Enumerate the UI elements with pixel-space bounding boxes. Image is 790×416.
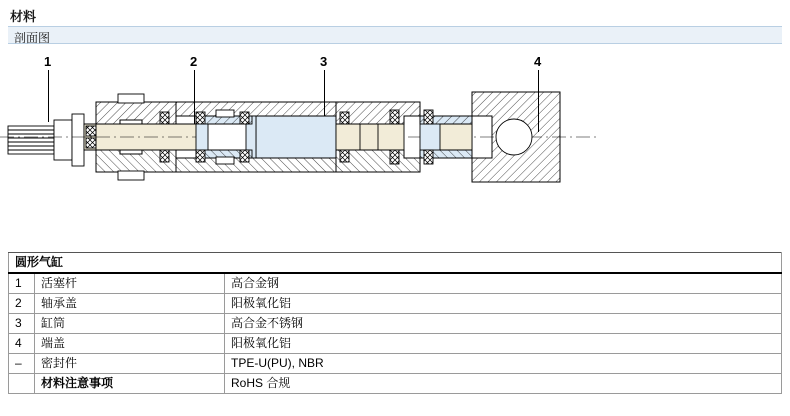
cylinder-cross-section-drawing bbox=[0, 50, 790, 245]
row-part: 活塞杆 bbox=[35, 273, 225, 294]
row-number: 1 bbox=[9, 273, 35, 294]
row-material: 阳极氧化铝 bbox=[225, 334, 782, 354]
material-table bbox=[8, 252, 782, 394]
table-title: 圆形气缸 bbox=[9, 253, 782, 274]
cushion-assembly bbox=[336, 102, 420, 172]
table-row bbox=[9, 374, 782, 394]
row-part: 密封件 bbox=[35, 354, 225, 374]
callout-1-label: 1 bbox=[44, 54, 52, 69]
material-table-wrap bbox=[8, 252, 782, 394]
inner-sleeve bbox=[420, 110, 472, 164]
row-material: 阳极氧化铝 bbox=[225, 294, 782, 314]
row-part: 端盖 bbox=[35, 334, 225, 354]
row-number: 3 bbox=[9, 314, 35, 334]
row-number bbox=[9, 374, 35, 394]
rod-collar bbox=[54, 114, 84, 166]
callout-3-label: 3 bbox=[320, 54, 328, 69]
piston-assembly bbox=[196, 110, 256, 164]
rod-threaded-end bbox=[8, 126, 54, 154]
table-header-row bbox=[9, 253, 782, 274]
table-row bbox=[9, 334, 782, 354]
table-row bbox=[9, 314, 782, 334]
subsection-bar bbox=[8, 26, 782, 44]
row-material: 高合金钢 bbox=[225, 273, 782, 294]
row-part: 材料注意事项 bbox=[35, 374, 225, 394]
row-number: 2 bbox=[9, 294, 35, 314]
page-title: 材料 bbox=[10, 9, 37, 24]
row-material: TPE-U(PU), NBR bbox=[225, 354, 782, 374]
row-material: RoHS 合规 bbox=[225, 374, 782, 394]
callout-4-label: 4 bbox=[534, 54, 542, 69]
row-number: – bbox=[9, 354, 35, 374]
row-material: 高合金不锈钢 bbox=[225, 314, 782, 334]
callout-2-label: 2 bbox=[190, 54, 198, 69]
row-number: 4 bbox=[9, 334, 35, 354]
row-part: 轴承盖 bbox=[35, 294, 225, 314]
table-row bbox=[9, 294, 782, 314]
row-part: 缸筒 bbox=[35, 314, 225, 334]
subsection-label: 剖面图 bbox=[14, 31, 51, 45]
table-row bbox=[9, 354, 782, 374]
table-row bbox=[9, 273, 782, 294]
